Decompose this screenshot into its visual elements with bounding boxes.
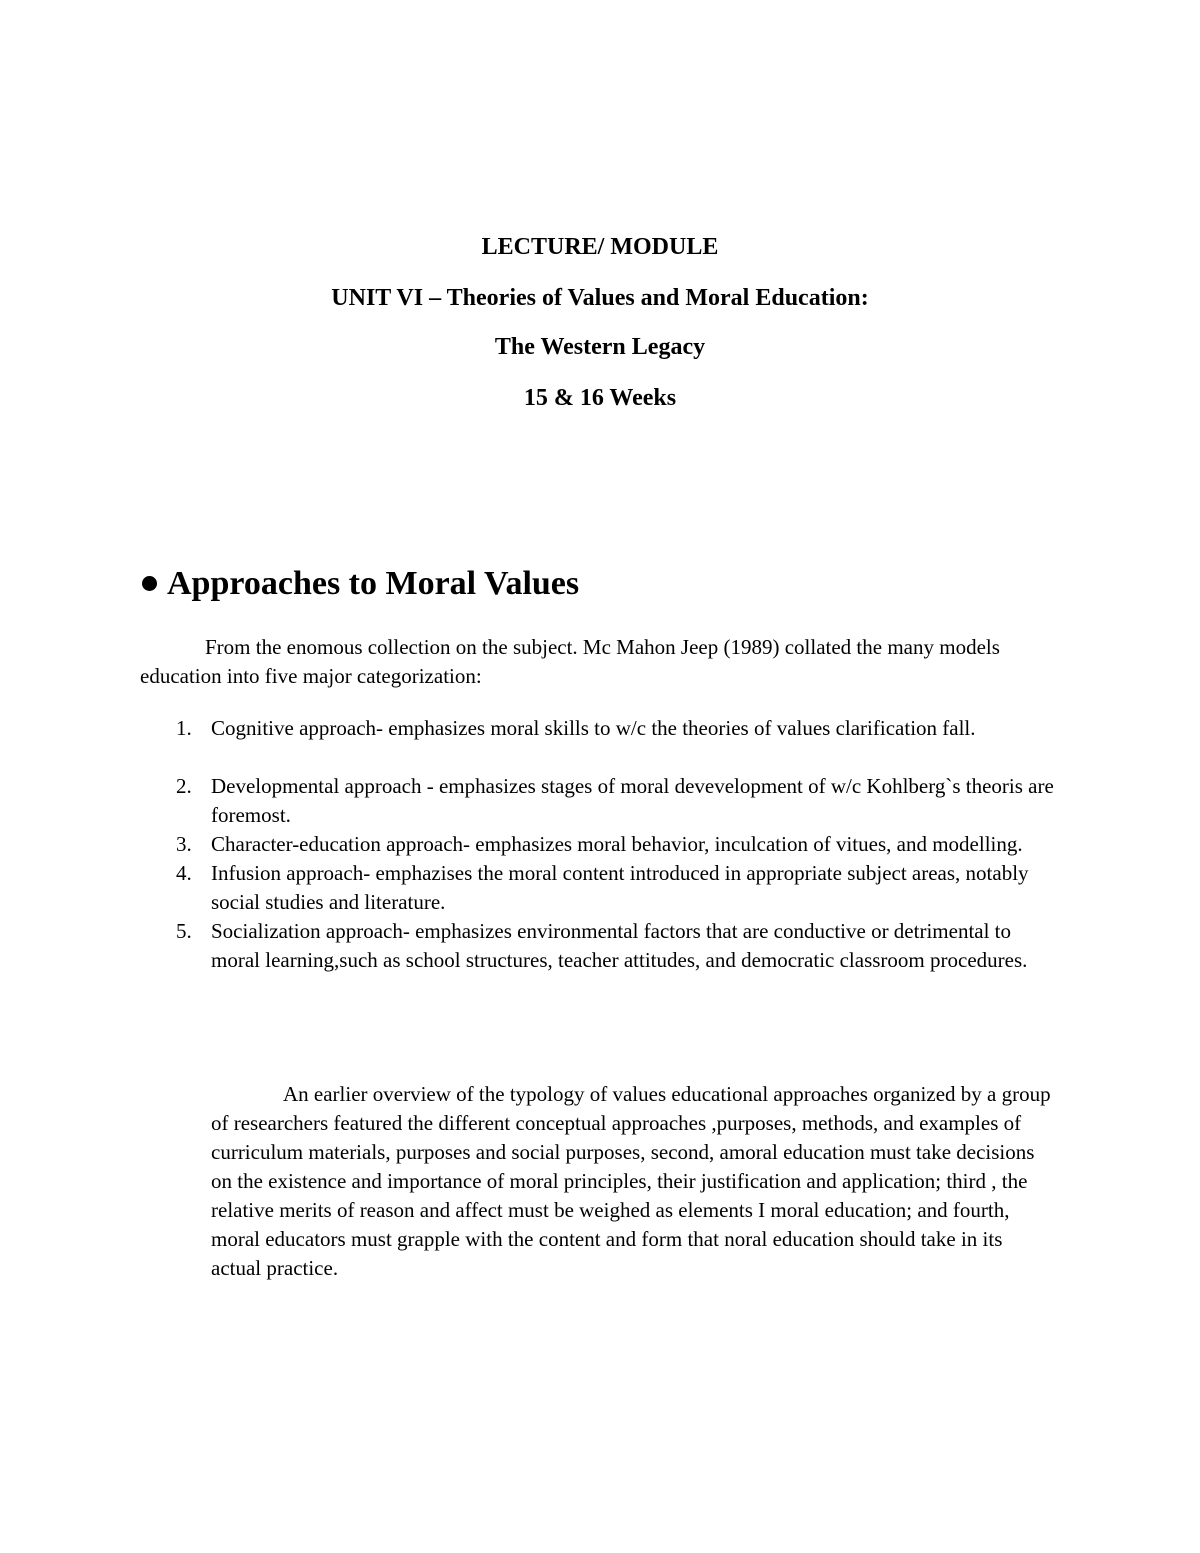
intro-paragraph: From the enomous collection on the subject. Mc Mahon Jeep (1989) collated the many models education into five major categorization: [140,635,1000,688]
section-heading-text: Approaches to Moral Values [167,565,580,602]
unit-subtitle: The Western Legacy [494,334,706,360]
list-item-text: Socialization approach- emphasizes environmental factors that are conductive or detrimental to moral learning,such as school structures, teacher attitudes, and democratic classroom procedures. [211,919,1028,972]
list-item-number: 3. [176,832,192,856]
list-item [140,830,1060,859]
list-item-number: 4. [176,861,192,885]
list-item [140,859,1060,917]
section-heading [142,562,579,606]
bullet-icon [142,576,157,591]
module-label: LECTURE/ MODULE [481,234,719,260]
list-item-text: Cognitive approach- emphasizes moral skills to w/c the theories of values clarification fall. [211,716,976,740]
list-item [140,917,1060,975]
list-item-text: Infusion approach- emphazises the moral content introduced in appropriate subject areas, notably social studies and literature. [211,861,1029,914]
list-item [140,714,1060,743]
list-item-number: 5. [176,919,192,943]
unit-title: UNIT VI – Theories of Values and Moral Education: [331,285,869,311]
list-item-number: 1. [176,716,192,740]
list-item-text: Developmental approach - emphasizes stages of moral devevelopment of w/c Kohlberg`s theoris are foremost. [211,774,1054,827]
approaches-list [140,714,1060,975]
list-item-text: Character-education approach- emphasizes moral behavior, inculcation of vitues, and modelling. [211,832,1023,856]
overview-paragraph: An earlier overview of the typology of values educational approaches organized by a group of researchers featured the different conceptual approaches ,purposes, methods, and examples of curriculum materials, purposes and social purposes, second, amoral education must take decisions on the existence and importance of moral principles, their justification and application; third , the relative merits of reason and affect must be weighed as elements I moral education; and fourth, moral educators must grapple with the content and form that noral education should take in its actual practice. [211,1082,1051,1280]
list-item [140,772,1060,830]
weeks-label: 15 & 16 Weeks [523,385,677,411]
list-item-number: 2. [176,774,192,798]
